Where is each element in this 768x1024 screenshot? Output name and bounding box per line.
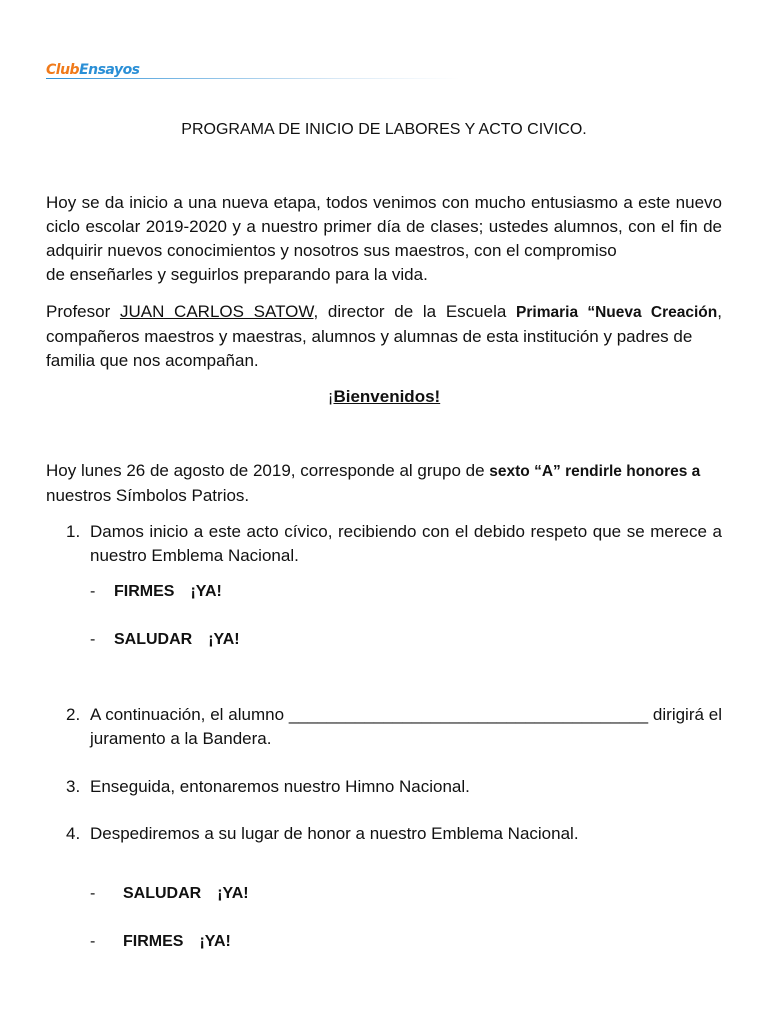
command-firmes-2 [90, 933, 231, 951]
command-word: SALUDAR [123, 885, 202, 902]
document-title: PROGRAMA DE INICIO DE LABORES Y ACTO CIVICO. [181, 121, 587, 138]
program-item-3 [66, 775, 722, 799]
greeting-last-line: familia que nos acompañan. [46, 351, 259, 370]
command-ya: ¡YA! [217, 885, 249, 902]
greeting-mid: , director de la Escuela [313, 302, 517, 321]
intro-text: Hoy se da inicio a una nueva etapa, todos venimos con mucho entusiasmo a este nuevo ciclo escolar 2019-2020 y a nuestro primer día de clases; ustedes alumnos, con el fin de adquirir nuevos conocimientos y nosotros sus maestros, con el compromiso [46, 193, 722, 260]
school-name: Primaria “Nueva Creación [516, 304, 718, 321]
welcome-text: Bienvenidos! [333, 387, 441, 406]
logo-ensayos-text: Ensayos [79, 62, 140, 78]
command-ya: ¡YA! [208, 631, 240, 648]
program-item-1 [66, 520, 722, 568]
logo-club-text: Club [46, 62, 80, 78]
command-ya: ¡YA! [199, 933, 231, 950]
group-assignment: sexto “A” rendirle honores a [489, 463, 701, 480]
date-last-line: nuestros Símbolos Patrios. [46, 486, 250, 505]
date-paragraph [46, 459, 722, 508]
program-item-2 [66, 703, 722, 751]
command-dash: - [90, 933, 96, 950]
item-text: Enseguida, entonaremos nuestro Himno Nacional. [90, 777, 470, 796]
header-rule [46, 78, 460, 79]
item-number: 4. [66, 824, 81, 843]
item-number: 1. [66, 522, 81, 541]
greeting-paragraph [46, 300, 722, 373]
command-word: FIRMES [114, 583, 175, 600]
date-text: Hoy lunes 26 de agosto de 2019, corresponde al grupo de [46, 461, 490, 480]
welcome-heading [0, 387, 768, 407]
command-dash: - [90, 631, 96, 648]
command-word: SALUDAR [114, 631, 193, 648]
command-saludar-1 [90, 631, 240, 649]
intro-paragraph [46, 191, 722, 287]
clubensayos-logo[interactable] [46, 62, 140, 78]
program-item-4 [66, 822, 722, 846]
director-name: JUAN CARLOS SATOW [119, 302, 314, 321]
item-text: Damos inicio a este acto cívico, recibiendo con el debido respeto que se merece a nuestro Emblema Nacional. [90, 522, 722, 565]
command-saludar-2 [90, 885, 249, 903]
intro-last-line: de enseñarles y seguirlos preparando para la vida. [46, 265, 428, 284]
command-word: FIRMES [123, 933, 184, 950]
welcome-open-mark: ¡ [327, 387, 334, 406]
item-number: 3. [66, 777, 81, 796]
command-ya: ¡YA! [190, 583, 222, 600]
item-number: 2. [66, 705, 81, 724]
command-dash: - [90, 885, 96, 902]
greeting-pre: Profesor [46, 302, 120, 321]
command-dash: - [90, 583, 96, 600]
command-firmes-1 [90, 583, 222, 601]
item-text: Despediremos a su lugar de honor a nuestro Emblema Nacional. [90, 824, 579, 843]
greeting-rest: , compañeros maestros y maestras, alumnos y alumnas de esta institución y padres de [46, 302, 722, 346]
item-text: A continuación, el alumno ______________________________________ dirigirá el juramento a la Bandera. [90, 705, 722, 748]
